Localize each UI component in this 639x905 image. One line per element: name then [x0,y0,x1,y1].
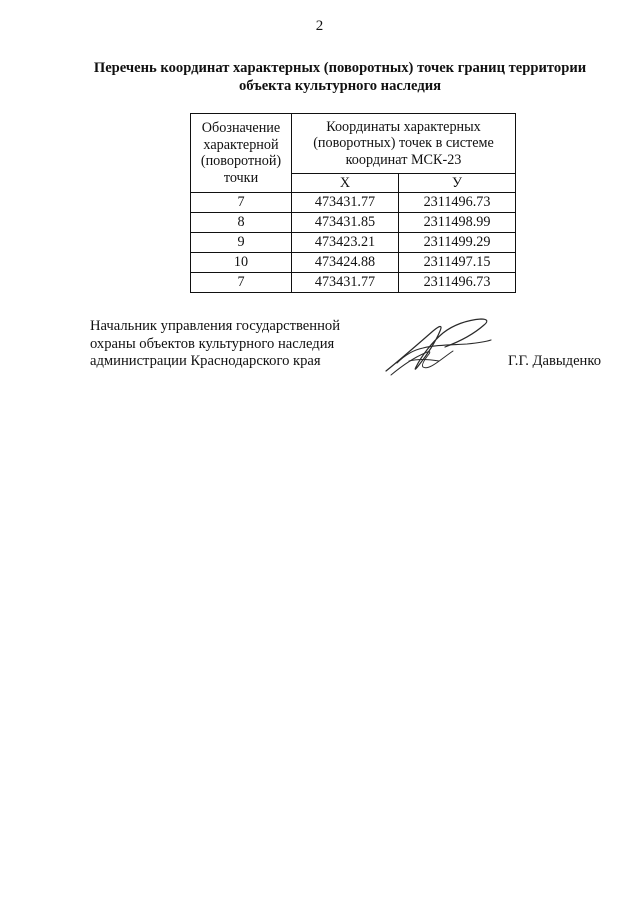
signer-position-line-2: охраны объектов культурного наследия [90,335,335,352]
signer-name: Г.Г. Давыденко [508,353,602,369]
coordinates-table [190,113,516,293]
header-point-line-4: точки [223,169,259,186]
cell-y: 2311498.99 [399,213,516,233]
header-y: У [399,173,516,192]
signer-position [90,318,340,371]
cell-x: 473424.88 [292,253,399,273]
header-point-line-1: Обозначение [201,120,281,136]
header-x: Х [292,173,399,192]
cell-point: 7 [191,273,292,293]
table-row [191,193,516,213]
cell-y: 2311496.73 [399,193,516,213]
table-row [191,253,516,273]
table-row [191,233,516,253]
header-point-line-2: характерной [203,136,279,153]
cell-point: 10 [191,253,292,273]
header-coordinates-line-1: Координаты характерных [326,118,481,135]
cell-y: 2311496.73 [399,273,516,293]
header-point-line-3: (поворотной) [200,153,282,169]
cell-x: 473431.77 [292,193,399,213]
table-row [191,273,516,293]
cell-x: 473431.85 [292,213,399,233]
document-title-line-2: объекта культурного наследия [238,78,442,94]
cell-x: 473423.21 [292,233,399,253]
header-coordinates [292,114,516,174]
cell-point: 9 [191,233,292,253]
header-coordinates-line-2: (поворотных) точек в системе [313,135,494,152]
signer-position-line-3: администрации Краснодарского края [90,353,321,369]
cell-point: 8 [191,213,292,233]
cell-y: 2311497.15 [399,253,516,273]
cell-x: 473431.77 [292,273,399,293]
document-title [60,59,620,95]
signer-position-line-1: Начальник управления государственной [90,318,341,334]
cell-point: 7 [191,193,292,213]
header-coordinates-line-3: координат МСК-23 [345,151,462,168]
document-title-line-1: Перечень координат характерных (поворотных) точек границ территории [93,60,587,76]
cell-y: 2311499.29 [399,233,516,253]
page-number: 2 [315,18,324,34]
table-row [191,213,516,233]
handwritten-signature [383,315,493,377]
header-point-designation [191,114,292,193]
